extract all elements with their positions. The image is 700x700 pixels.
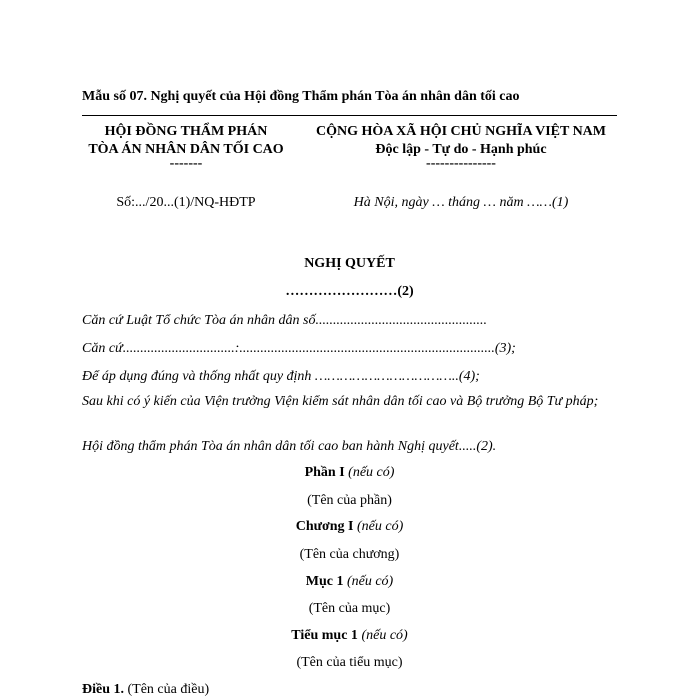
section-label: Mục 1 — [305, 574, 344, 589]
part-note: (nếu có) — [348, 465, 395, 480]
subsection-name: (Tên của tiểu mục) — [296, 655, 403, 670]
preamble-basis: Căn cứ................................:.........................................................................(3); — [82, 341, 516, 356]
preamble-law-basis: Căn cứ Luật Tổ chức Tòa án nhân dân số................................................. — [82, 313, 487, 328]
article-label: Điều 1. — [82, 682, 124, 697]
title-underline — [82, 115, 617, 116]
issuer-block — [68, 123, 304, 169]
preamble-purpose: Để áp dụng đúng và thống nhất quy định ……………………………..(4); — [82, 369, 480, 384]
subsection-label: Tiểu mục 1 — [291, 628, 358, 643]
state-motto: Độc lập - Tự do - Hạnh phúc — [375, 142, 547, 157]
document-name: ……………………(2) — [285, 284, 414, 299]
section-name: (Tên của mục) — [308, 601, 391, 616]
chapter-label: Chương I — [295, 519, 354, 534]
part-label: Phần I — [304, 465, 345, 480]
document-type: NGHỊ QUYẾT — [304, 256, 395, 271]
chapter-heading — [82, 519, 617, 535]
section-note: (nếu có) — [346, 574, 394, 589]
subsection-heading — [82, 628, 617, 644]
article-heading — [82, 682, 209, 698]
state-name: CỘNG HÒA XÃ HỘI CHỦ NGHĨA VIỆT NAM — [315, 124, 606, 139]
article-name: (Tên của điều) — [127, 682, 210, 697]
issuer-separator: ------- — [169, 156, 203, 171]
place-date: Hà Nội, ngày … tháng … năm ……(1) — [353, 195, 569, 210]
form-title: Mẫu số 07. Nghị quyết của Hội đồng Thẩm phán Tòa án nhân dân tối cao — [82, 89, 520, 104]
chapter-note: (nếu có) — [357, 519, 404, 534]
preamble-consultation: Sau khi có ý kiến của Viện trưởng Viện kiểm sát nhân dân tối cao và Bộ trưởng Bộ Tư pháp; — [82, 394, 599, 409]
subsection-note: (nếu có) — [361, 628, 408, 643]
part-name: (Tên của phần) — [307, 493, 392, 508]
state-header-block — [302, 123, 620, 169]
issuer-line-2: TÒA ÁN NHÂN DÂN TỐI CAO — [88, 142, 284, 157]
state-separator: --------------- — [426, 156, 496, 171]
document-number: Số:.../20...(1)/NQ-HĐTP — [116, 195, 256, 210]
preamble-issuance: Hội đồng thẩm phán Tòa án nhân dân tối cao ban hành Nghị quyết.....(2). — [82, 439, 497, 454]
part-heading — [82, 465, 617, 481]
section-heading — [82, 574, 617, 590]
chapter-name: (Tên của chương) — [299, 547, 400, 562]
issuer-line-1: HỘI ĐỒNG THẨM PHÁN — [104, 124, 268, 139]
